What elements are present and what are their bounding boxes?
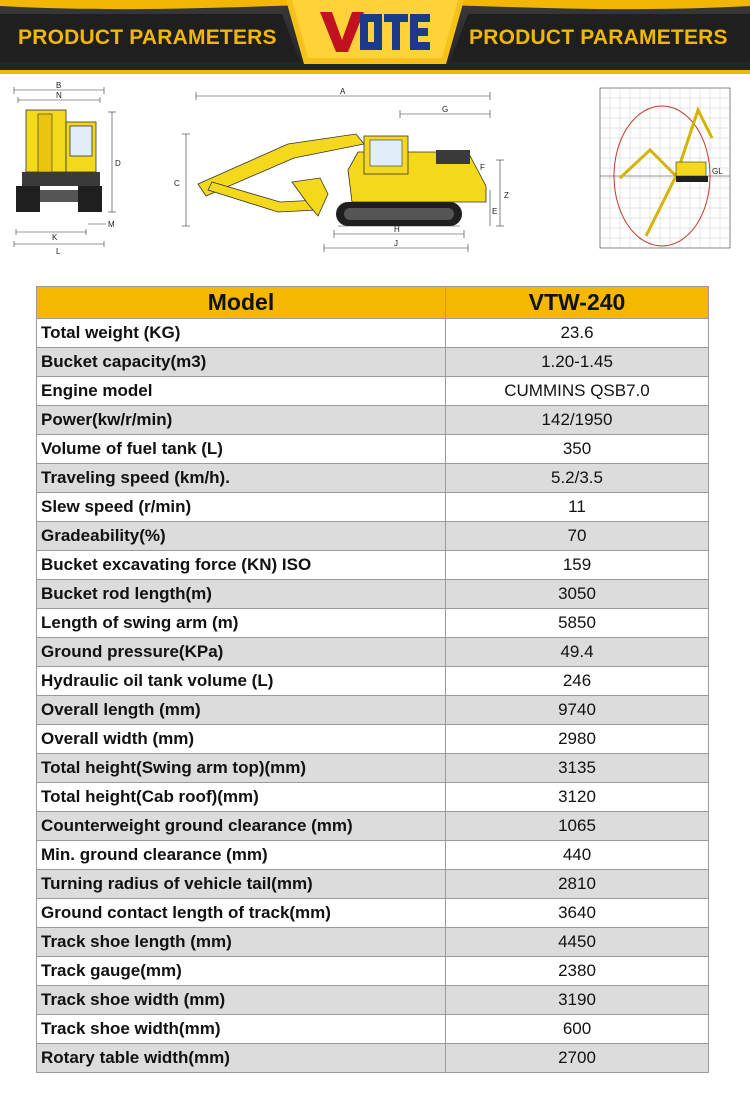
spec-label: Track shoe width (mm) (37, 986, 446, 1015)
spec-value: 3050 (446, 580, 709, 609)
spec-label: Total height(Swing arm top)(mm) (37, 754, 446, 783)
spec-label: Volume of fuel tank (L) (37, 435, 446, 464)
dim-label-b: B (56, 82, 62, 90)
spec-label: Rotary table width(mm) (37, 1044, 446, 1073)
table-row (37, 754, 709, 783)
spec-value: 440 (446, 841, 709, 870)
spec-value: 2980 (446, 725, 709, 754)
spec-value: 9740 (446, 696, 709, 725)
spec-label: Counterweight ground clearance (mm) (37, 812, 446, 841)
table-header-row (37, 287, 709, 319)
table-row (37, 812, 709, 841)
spec-label: Ground contact length of track(mm) (37, 899, 446, 928)
dim-label-gl: GL (712, 167, 723, 176)
spec-value: 142/1950 (446, 406, 709, 435)
spec-value: 23.6 (446, 319, 709, 348)
dim-label-f: F (480, 163, 485, 172)
spec-label: Power(kw/r/min) (37, 406, 446, 435)
spec-value: CUMMINS QSB7.0 (446, 377, 709, 406)
table-row (37, 1015, 709, 1044)
table-row (37, 783, 709, 812)
spec-value: 5.2/3.5 (446, 464, 709, 493)
spec-value: 2700 (446, 1044, 709, 1073)
table-row (37, 319, 709, 348)
table-row (37, 957, 709, 986)
table-row (37, 899, 709, 928)
table-row (37, 522, 709, 551)
spec-value: 1065 (446, 812, 709, 841)
spec-label: Engine model (37, 377, 446, 406)
spec-label: Ground pressure(KPa) (37, 638, 446, 667)
spec-value: 3640 (446, 899, 709, 928)
spec-label: Total weight (KG) (37, 319, 446, 348)
spec-label: Hydraulic oil tank volume (L) (37, 667, 446, 696)
dim-label-l: L (56, 247, 61, 256)
spec-label: Total height(Cab roof)(mm) (37, 783, 446, 812)
header-model-cell: Model (37, 287, 446, 319)
table-row (37, 928, 709, 957)
dim-label-z: Z (504, 191, 509, 200)
table-row (37, 551, 709, 580)
table-row (37, 609, 709, 638)
dim-label-m: M (108, 220, 115, 229)
dim-label-n: N (56, 91, 62, 100)
table-row (37, 696, 709, 725)
spec-value: 350 (446, 435, 709, 464)
dim-label-d: D (115, 159, 121, 168)
spec-table-body (37, 319, 709, 1073)
spec-value: 4450 (446, 928, 709, 957)
spec-label: Turning radius of vehicle tail(mm) (37, 870, 446, 899)
header-title-left: PRODUCT PARAMETERS (18, 26, 277, 49)
spec-table (36, 286, 709, 1073)
table-row (37, 493, 709, 522)
table-row (37, 725, 709, 754)
spec-value: 5850 (446, 609, 709, 638)
spec-value: 2810 (446, 870, 709, 899)
header-banner (0, 0, 750, 74)
spec-value: 2380 (446, 957, 709, 986)
spec-label: Overall length (mm) (37, 696, 446, 725)
dim-label-k: K (52, 233, 58, 242)
spec-label: Bucket excavating force (KN) ISO (37, 551, 446, 580)
dim-label-g: G (442, 105, 449, 114)
table-row (37, 348, 709, 377)
table-row (37, 638, 709, 667)
spec-label: Bucket rod length(m) (37, 580, 446, 609)
spec-label: Track gauge(mm) (37, 957, 446, 986)
dim-label-c: C (174, 179, 180, 188)
spec-value: 246 (446, 667, 709, 696)
table-row (37, 841, 709, 870)
table-row (37, 377, 709, 406)
spec-label: Length of swing arm (m) (37, 609, 446, 638)
header-value-cell: VTW-240 (446, 287, 709, 319)
table-row (37, 667, 709, 696)
spec-value: 159 (446, 551, 709, 580)
spec-value: 3190 (446, 986, 709, 1015)
spec-value: 600 (446, 1015, 709, 1044)
table-row (37, 464, 709, 493)
table-row (37, 406, 709, 435)
table-row (37, 986, 709, 1015)
spec-value: 70 (446, 522, 709, 551)
spec-label: Traveling speed (km/h). (37, 464, 446, 493)
table-row (37, 870, 709, 899)
spec-label: Overall width (mm) (37, 725, 446, 754)
spec-label: Track shoe length (mm) (37, 928, 446, 957)
dim-label-e: E (492, 207, 498, 216)
table-row (37, 1044, 709, 1073)
dim-label-j: J (394, 239, 398, 248)
working-range-diagram (580, 80, 740, 266)
spec-label: Bucket capacity(m3) (37, 348, 446, 377)
table-row (37, 580, 709, 609)
table-row (37, 435, 709, 464)
spec-label: Track shoe width(mm) (37, 1015, 446, 1044)
spec-value: 3120 (446, 783, 709, 812)
dim-label-a: A (340, 87, 346, 96)
spec-value: 1.20-1.45 (446, 348, 709, 377)
spec-value: 3135 (446, 754, 709, 783)
dim-label-h: H (394, 225, 400, 234)
spec-label: Min. ground clearance (mm) (37, 841, 446, 870)
vote-logo (316, 6, 434, 56)
spec-value: 49.4 (446, 638, 709, 667)
header-title-right: PRODUCT PARAMETERS (469, 26, 728, 49)
spec-label: Gradeability(%) (37, 522, 446, 551)
spec-value: 11 (446, 493, 709, 522)
side-view-diagram (168, 86, 518, 256)
spec-label: Slew speed (r/min) (37, 493, 446, 522)
front-view-diagram (8, 82, 128, 260)
